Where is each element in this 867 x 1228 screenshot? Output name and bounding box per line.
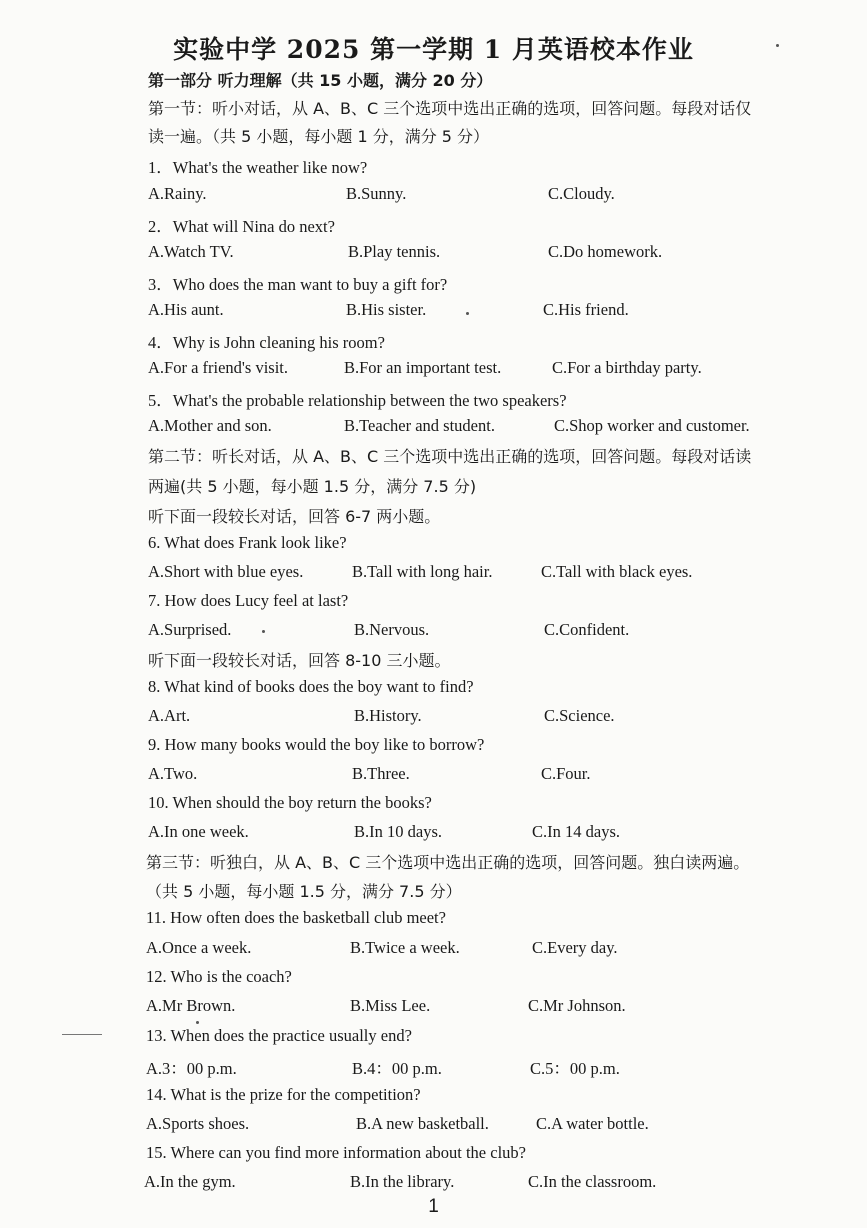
question-12: 12. Who is the coach? <box>146 967 292 986</box>
question-4: 4．Why is John cleaning his room? <box>148 333 385 352</box>
q4-option-b: B.For an important test. <box>344 358 502 377</box>
q11-option-b: B.Twice a week. <box>350 938 460 957</box>
q2-option-c: C.Do homework. <box>548 242 663 261</box>
q7-option-b: B.Nervous. <box>354 620 430 639</box>
q14-option-a: A.Sports shoes. <box>146 1114 250 1133</box>
question-10: 10. When should the boy return the books? <box>148 793 432 812</box>
q13-option-a: A.3：00 p.m. <box>146 1059 237 1078</box>
question-1: 1．What's the weather like now? <box>148 158 368 177</box>
q7-option-a: A.Surprised. <box>148 620 232 639</box>
q8-option-c: C.Science. <box>544 706 615 725</box>
q4-option-c: C.For a birthday party. <box>552 358 702 377</box>
scan-speck <box>466 312 469 315</box>
q12-option-b: B.Miss Lee. <box>350 996 431 1015</box>
q11-option-a: A.Once a week. <box>146 938 252 957</box>
q15-option-c: C.In the classroom. <box>528 1172 657 1191</box>
q13-option-c: C.5：00 p.m. <box>530 1059 620 1078</box>
q1-option-c: C.Cloudy. <box>548 184 615 203</box>
q1-option-a: A.Rainy. <box>148 184 207 203</box>
question-11: 11. How often does the basketball club meet? <box>146 908 446 927</box>
part1-heading: 第一部分 听力理解（共 15 小题，满分 20 分） <box>148 71 493 90</box>
q15-option-a: A.In the gym. <box>144 1172 236 1191</box>
q11-option-c: C.Every day. <box>532 938 618 957</box>
q3-option-c: C.His friend. <box>543 300 629 319</box>
section2-instructions-line2: 两遍(共 5 小题，每小题 1.5 分，满分 7.5 分) <box>148 477 477 496</box>
q2-option-b: B.Play tennis. <box>348 242 441 261</box>
section2-intro-6-7: 听下面一段较长对话，回答 6-7 两小题。 <box>148 507 441 526</box>
q14-option-c: C.A water bottle. <box>536 1114 649 1133</box>
page-number: 1 <box>428 1196 439 1217</box>
q3-option-a: A.His aunt. <box>148 300 224 319</box>
question-14: 14. What is the prize for the competition? <box>146 1085 421 1104</box>
q6-option-c: C.Tall with black eyes. <box>541 562 693 581</box>
margin-mark <box>62 1034 102 1035</box>
scan-speck <box>262 630 265 633</box>
question-15: 15. Where can you find more information about the club? <box>146 1143 526 1162</box>
q3-option-b: B.His sister. <box>346 300 427 319</box>
q1-option-b: B.Sunny. <box>346 184 407 203</box>
section2-instructions-line1: 第二节：听长对话，从 A、B、C 三个选项中选出正确的选项，回答问题。每段对话读 <box>148 447 752 466</box>
scan-speck <box>196 1021 199 1024</box>
q12-option-c: C.Mr Johnson. <box>528 996 626 1015</box>
section2-intro-8-10: 听下面一段较长对话，回答 8-10 三小题。 <box>148 651 451 670</box>
section1-instructions-line1: 第一节：听小对话，从 A、B、C 三个选项中选出正确的选项，回答问题。每段对话仅 <box>148 99 752 118</box>
q7-option-c: C.Confident. <box>544 620 630 639</box>
question-9: 9. How many books would the boy like to borrow? <box>148 735 485 754</box>
q5-option-a: A.Mother and son. <box>148 416 272 435</box>
q2-option-a: A.Watch TV. <box>148 242 234 261</box>
q6-option-b: B.Tall with long hair. <box>352 562 493 581</box>
q12-option-a: A.Mr Brown. <box>146 996 236 1015</box>
section3-instructions-line1: 第三节：听独白，从 A、B、C 三个选项中选出正确的选项，回答问题。独白读两遍。 <box>146 853 750 872</box>
question-8: 8. What kind of books does the boy want to find? <box>148 677 474 696</box>
question-13: 13. When does the practice usually end? <box>146 1026 412 1045</box>
question-2: 2．What will Nina do next? <box>148 217 335 236</box>
question-5: 5．What's the probable relationship between the two speakers? <box>148 391 567 410</box>
q5-option-c: C.Shop worker and customer. <box>554 416 750 435</box>
q9-option-c: C.Four. <box>541 764 591 783</box>
q14-option-b: B.A new basketball. <box>356 1114 489 1133</box>
section1-instructions-line2: 读一遍。（共 5 小题，每小题 1 分，满分 5 分） <box>148 127 490 146</box>
question-7: 7. How does Lucy feel at last? <box>148 591 349 610</box>
q10-option-b: B.In 10 days. <box>354 822 442 841</box>
question-3: 3．Who does the man want to buy a gift for? <box>148 275 448 294</box>
q13-option-b: B.4：00 p.m. <box>352 1059 442 1078</box>
q5-option-b: B.Teacher and student. <box>344 416 495 435</box>
q9-option-a: A.Two. <box>148 764 198 783</box>
q9-option-b: B.Three. <box>352 764 410 783</box>
page-title: 实验中学 2025 第一学期 1 月英语校本作业 <box>173 35 694 64</box>
scan-speck <box>776 44 779 47</box>
q10-option-c: C.In 14 days. <box>532 822 620 841</box>
q8-option-b: B.History. <box>354 706 422 725</box>
q4-option-a: A.For a friend's visit. <box>148 358 289 377</box>
section3-instructions-line2: （共 5 小题，每小题 1.5 分，满分 7.5 分） <box>146 882 462 901</box>
q8-option-a: A.Art. <box>148 706 191 725</box>
q6-option-a: A.Short with blue eyes. <box>148 562 304 581</box>
q15-option-b: B.In the library. <box>350 1172 455 1191</box>
question-6: 6. What does Frank look like? <box>148 533 347 552</box>
q10-option-a: A.In one week. <box>148 822 249 841</box>
